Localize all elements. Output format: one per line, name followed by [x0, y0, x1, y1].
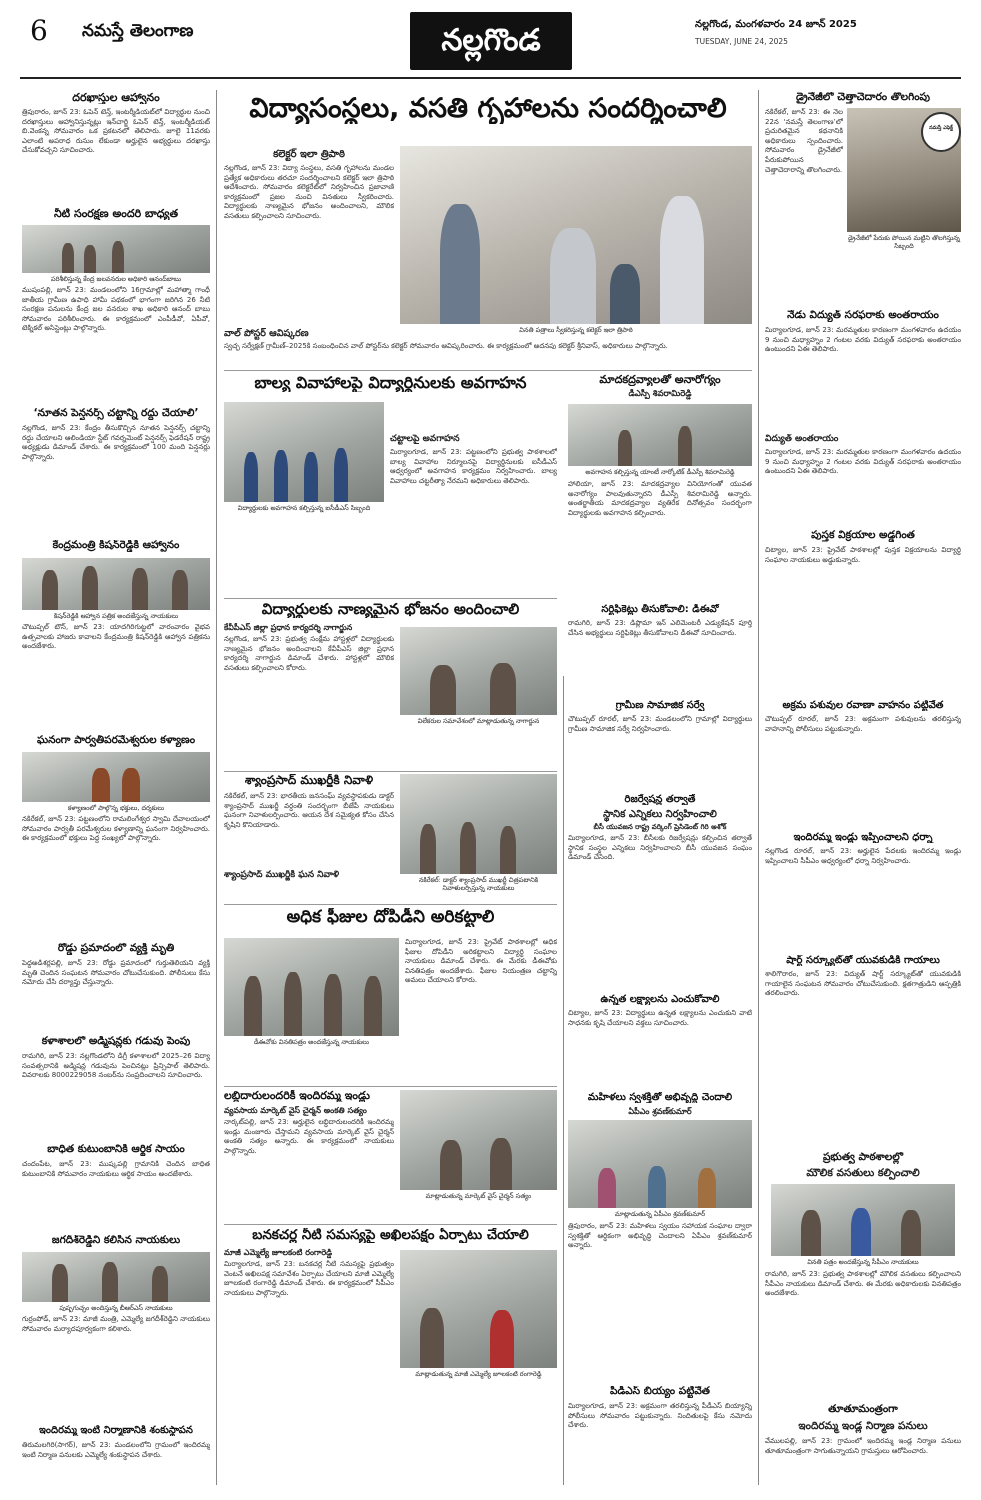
headline-high-fees: అధిక ఫీజుల దోపిడీని అరికట్టాలి [286, 908, 495, 927]
headline-pensioners: ‘నూతన పెన్షనర్స్ చట్టాన్ని రద్దు చేయాలి’ [33, 408, 199, 419]
lead-body: నల్లగొండ, జూన్ 23: విద్యా సంస్థలు, వసతి గృహాలను మండల ప్రత్యేక అధికారులు తరచూ సందర్శించాలని కలెక్టర్ ఇలా త్రిపాఠి ఆదేశించారు. సోమవారం కలెక్టరేట్‌లో నిర్వహించిన ప్రజావాణి కార్యక్రమంలో ప్రజల నుంచి వినతులు స్వీకరించారు. విద్యార్థులకు నాణ్యమైన భోజనం అందించాలని, మౌలిక వసతులు కల్పించాలని సూచించారు. [224, 164, 394, 220]
article-kishan-reddy: చౌటుప్పల్ టౌన్, జూన్ 23: యాదగిరిగుట్టలో వారంవారం వైభవ ఉత్సవాలకు హాజరు కావాలని కేంద్రమంత్రి కిషన్‌రెడ్డికి ఆహ్వాన పత్రికను అందజేశారు. [22, 623, 210, 651]
headline-certificates: సర్టిఫికెట్లు తీసుకోవాలి: డీఈవో [601, 604, 719, 615]
headline-drainage: డ్రైనేజీలో చెత్తాచెదారం తొలగింపు [795, 92, 931, 103]
headline-power-cut: నేడు విద్యుత్ సరఫరాకు అంతరాయం [787, 310, 939, 321]
divider-m4 [224, 1086, 557, 1087]
headline-housing-works: తూతూమంత్రంగా [828, 1404, 898, 1415]
body-power-cut-2: మిర్యాలగూడ, జూన్ 23: మరమ్మతుల కారణంగా మంగళవారం ఉదయం 9 నుంచి మధ్యాహ్నం 2 గంటల వరకు విద్యుత్ సరఫరాకు అంతరాయం ఉంటుందని ఏఈ తెలిపారు. [765, 448, 961, 476]
left-column [22, 92, 210, 1490]
article-jagadish-reddy: గుర్రంపోడ్, జూన్ 23: మాజీ మంత్రి, ఎమ్మెల్యే జగదీశ్‌రెడ్డిని నాయకులు సోమవారం మర్యాదపూర్వకంగా కలిశారు. [22, 1315, 210, 1333]
article-water-conservation: ముషంపల్లి, జూన్ 23: మండలంలోని 16గ్రామాల్లో మహాత్మా గాంధీ జాతీయ గ్రామీణ ఉపాధి హామీ పథకంలో భాగంగా జరిగిన 26 నీటి సంరక్షణ పనులను కేంద్ర జల వనరుల శాఖ అధికారి ఆనంద్ బాబు సోమవారం పరిశీలించారు. ఈ కార్యక్రమంలో ఎంపీడీవో, ఏపీవో, టెక్నికల్ అసిస్టెంట్లు పాల్గొన్నారు. [22, 286, 210, 333]
subhead-housing-works: ఇందిరమ్మ ఇండ్ల నిర్మాణ పనులు [798, 1420, 928, 1432]
badge-namaste-effect [921, 112, 961, 152]
photo-indiramma-houses [400, 1090, 557, 1190]
article-child-marriage [224, 374, 557, 596]
caption-women-self-help: మాట్లాడుతున్న ఏపీఎం శ్రవణ్‌కుమార్ [614, 1210, 706, 1218]
subhead-mookerjee: శ్యాంప్రసాద్ ముఖర్జీకి ఘన నివాళి [224, 870, 340, 880]
subhead-govt-schools: మౌలిక వసతులు కల్పించాలి [806, 1167, 920, 1179]
photo-water-conservation [22, 225, 210, 273]
photo-high-fees [224, 938, 399, 1036]
divider-m3 [224, 904, 557, 905]
headline-pds-rice: పీడీఎస్ బియ్యం పట్టివేత [610, 1386, 710, 1397]
caption-water-conservation: పరిశీలిస్తున్న కేంద్ర జలవనరుల అధికారి ఆనంద్‌బాబు [51, 275, 181, 283]
lead-subhead: వాల్ పోస్టర్ ఆవిష్కరణ [224, 328, 309, 339]
photo-mookerjee [400, 774, 557, 874]
lead-story [224, 92, 752, 368]
body-child-marriage: మిర్యాలగూడ, జూన్ 23: పట్టణంలోని ప్రభుత్వ పాఠశాలలో బాల్య వివాహాల నిర్మూలనపై విద్యార్థినులకు ఐసీడీఎస్ ఆధ్వర్యంలో అవగాహన కార్యక్రమం నిర్వహించారు. బాల్య వివాహాలు చట్టరీత్యా నేరమని అధికారులు తెలిపారు. [390, 448, 557, 485]
center-right-column [568, 374, 752, 1490]
headline-women-self-help: మహిళలు స్వశక్తితో అభివృద్ధి చెందాలి [587, 1092, 733, 1103]
body-high-fees: మిర్యాలగూడ, జూన్ 23: ప్రైవేట్ పాఠశాలల్లో అధిక ఫీజుల దోపిడీని అరికట్టాలని విద్యార్థి సంఘాల నాయకులు డిమాండ్ చేశారు. ఈ మేరకు డీఈవోకు వినతిపత్రం అందజేశారు. ఫీజుల నియంత్రణ చట్టాన్ని అమలు చేయాలని కోరారు. [405, 938, 557, 985]
caption-kishan-reddy: కిషన్‌రెడ్డికి ఆహ్వాన పత్రిక అందజేస్తున్న నాయకులు [53, 612, 179, 620]
body-reservations: మిర్యాలగూడ, జూన్ 23: బీసీలకు రిజర్వేషన్లు కల్పించిన తర్వాతే స్థానిక సంస్థల ఎన్నికలు నిర్వహించాలని బీసీ యువజన సంఘం డిమాండ్ చేసింది. [568, 834, 752, 862]
headline-applications: దరఖాస్తుల ఆహ్వానం [72, 92, 160, 104]
headline-reservations: రిజర్వేషన్ల తర్వాతే [624, 794, 696, 805]
right-column [765, 92, 961, 1490]
lead-photo [400, 146, 752, 324]
body-drainage: నకిరేకల్, జూన్ 23: ఈ నెల 22న ‘నమస్తే తెలంగాణ’లో ప్రచురితమైన కథనానికి అధికారులు స్పందించారు. సోమవారం డ్రైనేజీలో పేరుకుపోయిన చెత్తాచెదారాన్ని తొలగించారు. [765, 108, 843, 174]
headline-book-sales: పుస్తక విక్రయాల అడ్డగింత [811, 530, 915, 541]
headline-high-goals: ఉన్నత లక్ష్యాలను ఎంచుకోవాలి [600, 994, 720, 1005]
byline-quality-food: కేవీపీఎస్ జిల్లా ప్రధాన కార్యదర్శి నాగార్జున [224, 623, 353, 632]
photo-jagadish-reddy [22, 1252, 210, 1302]
article-applications: త్రిపురారం, జూన్ 23: ఓపెన్ టెన్త్, ఇంటర్మీడియట్‌లో విద్యార్థుల నుంచి దరఖాస్తులు ఆహ్వానిస్తున్నట్లు ఇన్‌చార్జి ఓపెన్ టెన్త్, ఇంటర్మీడియట్ బి.వెంకన్న సోమవారం ఒక ప్రకటనలో తెలిపారు. జూలై 11వరకు ఎలాంటి అపరాధ రుసుం లేకుండా అర్హులైన అభ్యర్థులు దరఖాస్తు చేసుకోవచ్చని సూచించారు. [22, 108, 210, 155]
article-kalyanam: నకిరేకల్, జూన్ 23: పట్టణంలోని రామలింగేశ్వర స్వామి దేవాలయంలో సోమవారం పార్వతీ పరమేశ్వరుల కళ్యాణాన్ని ఘనంగా నిర్వహించారు. ఈ కార్యక్రమంలో భక్తులు పెద్ద సంఖ్యలో పాల్గొన్నారు. [22, 815, 210, 843]
byline-indiramma-houses: వ్యవసాయ మార్కెట్ వైస్ చైర్మన్ అంకతి సత్యం [224, 1106, 367, 1115]
headline-social-survey: గ్రామీణ సామాజిక సర్వే [615, 700, 705, 711]
article-mookerjee [224, 774, 557, 900]
body-pds-rice: మిర్యాలగూడ, జూన్ 23: అక్రమంగా తరలిస్తున్న పీడీఎస్ బియ్యాన్ని పోలీసులు సోమవారం పట్టుకున్నారు. నిందితులపై కేసు నమోదు చేశారు. [568, 1402, 752, 1430]
photo-women-self-help [568, 1120, 752, 1208]
article-banakacharla [224, 1228, 557, 1490]
lead-subbody: స్వచ్ఛ సర్వేక్షణ్ గ్రామీణ్–2025కి సంబంధించిన వాల్ పోస్టర్‌ను కలెక్టర్ సోమవారం ఆవిష్కరించారు. ఈ కార్యక్రమంలో అదనపు కలెక్టర్ శ్రీనివాస్, అధికారులు పాల్గొన్నారు. [224, 342, 668, 350]
headline-short-circuit: షార్ట్ సర్క్యూట్‌తో యువకుడికి గాయాలు [786, 955, 940, 966]
divider-m1 [224, 598, 557, 599]
column-rule-left [216, 90, 217, 1485]
headline-indiramma-dharna: ఇందిరమ్మ ఇండ్లు ఇప్పించాలని ధర్నా [793, 832, 933, 843]
lead-byline: కలెక్టర్ ఇలా త్రిపాఠి [273, 149, 345, 160]
headline-indiramma-houses: లబ్ధిదారులందరికీ ఇందిరమ్మ ఇండ్లు [224, 1090, 370, 1102]
caption-kalyanam: కళ్యాణంలో పాల్గొన్న భక్తులు, దర్శకులు [67, 804, 165, 812]
body-drugs: హాలియా, జూన్ 23: మాదకద్రవ్యాల వినియోగంతో యువత అనారోగ్యం పాలవుతున్నారని డీఎస్పీ శివరామిరెడ్డి అన్నారు. అంతర్జాతీయ మాదకద్రవ్యాల వ్యతిరేక దినోత్సవం సందర్భంగా విద్యార్థులకు అవగాహన కల్పించారు. [568, 480, 752, 517]
photo-child-marriage [224, 402, 384, 502]
article-financial-aid: చందంపేట, జూన్ 23: ముష్కపల్లి గ్రామానికి చెందిన బాధిత కుటుంబానికి సోమవారం నాయకులు ఆర్థిక సాయం అందజేశారు. [22, 1160, 210, 1178]
subhead-power-cut: విద్యుత్ అంతరాయం [765, 434, 839, 444]
caption-indiramma-houses: మాట్లాడుతున్న మార్కెట్ వైస్ చైర్మన్ సత్యం [425, 1192, 532, 1200]
headline-quality-food: విద్యార్థులకు నాణ్యమైన భోజనం అందించాలి [261, 601, 520, 618]
headline-water-conservation: నీటి సంరక్షణ అందరి బాధ్యత [53, 208, 179, 220]
headline-admissions: కళాశాలలో అడ్మిషన్లకు గడువు పెంపు [41, 1036, 191, 1047]
column-rule-right [758, 90, 759, 1485]
body-indiramma-dharna: నల్లగొండ రూరల్, జూన్ 23: అర్హులైన పేదలకు ఇందిరమ్మ ఇండ్లు ఇప్పించాలని సీపీఎం ఆధ్వర్యంలో ధర్నా నిర్వహించారు. [765, 847, 961, 865]
headline-financial-aid: బాధిత కుటుంబానికి ఆర్థిక సాయం [47, 1144, 185, 1155]
headline-cattle-vehicle: అక్రమ పశువుల రవాణా వాహనం పట్టివేత [782, 700, 944, 711]
caption-high-fees: డీఈవోకు వినతిపత్రం అందజేస్తున్న నాయకులు [253, 1038, 370, 1046]
article-indiramma-foundation: తిరుమలగిరి(సాగర్), జూన్ 23: మండలంలోని గ్రామంలో ఇందిరమ్మ ఇంటి నిర్మాణ పనులకు ఎమ్మెల్యే శంకుస్థాపన చేశారు. [22, 1441, 210, 1459]
article-high-fees [224, 908, 557, 1084]
caption-drugs: అవగాహన కల్పిస్తున్న యాంటీ నార్కోటిక్ డీఎస్పీ శివరామిరెడ్డి [585, 468, 735, 476]
page-number: 6 [30, 14, 48, 47]
headline-drugs: మాదకద్రవ్యాలతో అనారోగ్యం [599, 374, 721, 386]
photo-kishan-reddy [22, 558, 210, 610]
headline-road-accident: రోడ్డు ప్రమాదంలో వ్యక్తి మృతి [57, 943, 175, 954]
body-cattle-vehicle: చౌటుప్పల్ రూరల్, జూన్ 23: అక్రమంగా పశువులను తరలిస్తున్న వాహనాన్ని పోలీసులు పట్టుకున్నారు. [765, 715, 961, 733]
body-mookerjee: నకిరేకల్, జూన్ 23: భారతీయ జనసంఘ్ వ్యవస్థాపకుడు డాక్టర్ శ్యాంప్రసాద్ ముఖర్జీ వర్ధంతి సందర్భంగా బీజేపీ నాయకులు ఘనంగా నివాళులర్పించారు. ఆయన దేశ సమైక్యత కోసం చేసిన కృషిని కొనియాడారు. [224, 792, 394, 829]
byline-drugs: డీఎస్పీ శివరామిరెడ్డి [628, 389, 692, 399]
headline-child-marriage: బాల్య వివాహాలపై విద్యార్థినులకు అవగాహన [254, 374, 527, 392]
body-certificates: రామగిరి, జూన్ 23: డిప్లొమా ఇన్ ఎలిమెంటరీ ఎడ్యుకేషన్ పూర్తి చేసిన అభ్యర్థులు సర్టిఫికెట్లు తీసుకోవాలని డీఈవో సూచించారు. [568, 619, 752, 637]
body-high-goals: చిట్యాల, జూన్ 23: విద్యార్థులు ఉన్నత లక్ష్యాలను ఎంచుకుని వాటి సాధనకు కృషి చేయాలని వక్తలు సూచించారు. [568, 1009, 752, 1027]
body-power-cut-1: మిర్యాలగూడ, జూన్ 23: మరమ్మతుల కారణంగా మంగళవారం ఉదయం 9 నుంచి మధ్యాహ్నం 2 గంటల వరకు విద్యుత్ సరఫరాకు అంతరాయం ఉంటుందని ఏఈ తెలిపారు. [765, 326, 961, 354]
date-telugu: నల్లగొండ, మంగళవారం 24 జూన్ 2025 [695, 19, 857, 30]
photo-quality-food [400, 627, 557, 715]
article-admissions: రామగిరి, జూన్ 23: నల్లగొండలోని డిగ్రీ కళాశాలలో 2025–26 విద్యా సంవత్సరానికి అడ్మిషన్ల గడువును పెంచినట్లు ప్రిన్సిపాల్ తెలిపారు. వివరాలకు 8000229058 నంబర్‌ను సంప్రదించాలని సూచించారు. [22, 1052, 210, 1080]
lead-caption: వినతి పత్రాలు స్వీకరిస్తున్న కలెక్టర్ ఇలా త్రిపాఠి [519, 326, 633, 334]
headline-mookerjee: శ్యాంప్రసాద్ ముఖర్జీకి నివాళి [244, 774, 374, 787]
headline-kalyanam: ఘనంగా పార్వతీపరమేశ్వరుల కళ్యాణం [36, 735, 196, 746]
caption-jagadish-reddy: పుష్పగుచ్ఛం అందిస్తున్న బీఆర్‌ఎస్ నాయకులు [59, 1304, 173, 1312]
subhead-reservations: స్థానిక ఎన్నికలు నిర్వహించాలి [603, 809, 717, 820]
masthead [0, 0, 981, 86]
article-indiramma-houses [224, 1090, 557, 1222]
masthead-divider [20, 77, 961, 79]
body-social-survey: చౌటుప్పల్ రూరల్, జూన్ 23: మండలంలోని గ్రామాల్లో విద్యార్థులు గ్రామీణ సామాజిక సర్వే నిర్వహించారు. [568, 715, 752, 733]
caption-quality-food: విలేకరుల సమావేశంలో మాట్లాడుతున్న నాగార్జున [417, 717, 540, 725]
lead-divider [224, 370, 752, 371]
date-english: TUESDAY, JUNE 24, 2025 [695, 37, 788, 46]
byline-banakacharla: మాజీ ఎమ్మెల్యే జూలకంటి రంగారెడ్డి [224, 1248, 333, 1257]
column-rule-center [563, 676, 564, 1485]
body-short-circuit: శాలిగౌరారం, జూన్ 23: విద్యుత్ షార్ట్ సర్క్యూట్‌తో యువకుడికి గాయాలైన సంఘటన సోమవారం చోటుచేసుకుంది. క్షతగాత్రుడిని ఆస్పత్రికి తరలించారు. [765, 970, 961, 998]
body-quality-food: నల్లగొండ, జూన్ 23: ప్రభుత్వ సంక్షేమ హాస్టళ్లలో విద్యార్థులకు నాణ్యమైన భోజనం అందించాలని కేవీపీఎస్ జిల్లా ప్రధాన కార్యదర్శి నాగార్జున డిమాండ్ చేశారు. హాస్టళ్లలో మౌలిక వసతులు కల్పించాలని కోరారు. [224, 635, 394, 672]
byline-women-self-help: ఏపీఎం శ్రవణ్‌కుమార్ [628, 1107, 692, 1116]
headline-kishan-reddy: కేంద్రమంత్రి కిషన్‌రెడ్డికి ఆహ్వానం [52, 540, 180, 551]
headline-govt-schools: ప్రభుత్వ పాఠశాలల్లో [822, 1152, 904, 1163]
article-pensioners: నల్లగొండ, జూన్ 23: కేంద్రం తీసుకొచ్చిన నూతన పెన్షనర్స్ చట్టాన్ని రద్దు చేయాలని ఆలిండియా స్టేట్ గవర్నమెంట్ పెన్షనర్స్ ఫెడరేషన్ రాష్ట్ర అధ్యక్షుడు డిమాండ్ చేశారు. ఈ కార్యక్రమంలో 100 మంది పెన్షనర్లు పాల్గొన్నారు. [22, 424, 210, 461]
caption-govt-schools: వినతి పత్రం అందజేస్తున్న సీపీఎం నాయకులు [807, 1258, 919, 1266]
photo-banakacharla [400, 1250, 557, 1368]
body-book-sales: చిట్యాల, జూన్ 23: ప్రైవేట్ పాఠశాలల్లో పుస్తక విక్రయాలను విద్యార్థి సంఘాల నాయకులు అడ్డుకున్నారు. [765, 546, 961, 564]
caption-mookerjee: నకిరేకల్: డాక్టర్ శ్యాంప్రసాద్ ముఖర్జీ చిత్రపటానికి నివాళులర్పిస్తున్న నాయకులు [418, 876, 539, 892]
divider-m5 [224, 1224, 557, 1225]
subhead-child-marriage: చట్టాలపై అవగాహన [390, 434, 460, 444]
photo-govt-schools [771, 1184, 955, 1256]
photo-kalyanam [22, 752, 210, 802]
caption-child-marriage: విద్యార్థులకు అవగాహన కల్పిస్తున్న ఐసీడీఎస్ సిబ్బంది [237, 504, 371, 512]
lead-headline: విద్యాసంస్థలు, వసతి గృహాలను సందర్శించాలి [249, 94, 727, 124]
byline-reservations: బీసీ యువజన రాష్ట్ర వర్కింగ్ ప్రెసిడెంట్ గిరి అశోక్ [593, 823, 727, 831]
badge-namaste-effect-label: నమస్తే ఎఫెక్ట్ [929, 125, 953, 131]
caption-banakacharla: మాట్లాడుతున్న మాజీ ఎమ్మెల్యే జూలకంటి రంగారెడ్డి [415, 1370, 542, 1378]
edition-title-box [410, 12, 572, 70]
article-quality-food [224, 601, 557, 769]
divider-m2 [224, 771, 557, 772]
body-govt-schools: రామగిరి, జూన్ 23: ప్రభుత్వ పాఠశాలల్లో మౌలిక వసతులు కల్పించాలని సీపీఎం నాయకులు డిమాండ్ చేశారు. ఈ మేరకు అధికారులకు వినతిపత్రం అందజేశారు. [765, 1270, 961, 1298]
caption-drainage: డ్రైనేజీలో పేరుకు పోయిన మట్టిని తొలగిస్తున్న సిబ్బంది [848, 234, 960, 250]
paper-name: నమస్తే తెలంగాణ [82, 21, 194, 41]
body-banakacharla: మిర్యాలగూడ, జూన్ 23: బనకచర్ల నీటి సమస్యపై ప్రభుత్వం వెంటనే అఖిలపక్ష సమావేశం ఏర్పాటు చేయాలని మాజీ ఎమ్మెల్యే జూలకంటి రంగారెడ్డి డిమాండ్ చేశారు. ఈ కార్యక్రమంలో సీపీఎం నాయకులు పాల్గొన్నారు. [224, 1260, 394, 1297]
edition-title: నల్లగొండ [441, 23, 541, 58]
headline-indiramma-foundation: ఇందిరమ్మ ఇంటి నిర్మాణానికి శంకుస్థాపన [39, 1425, 193, 1436]
photo-drugs [568, 404, 752, 466]
body-women-self-help: త్రిపురారం, జూన్ 23: మహిళలు స్వయం సహాయక సంఘాల ద్వారా స్వశక్తితో ఆర్థికంగా అభివృద్ధి చెందాలని ఏపీఎం శ్రవణ్‌కుమార్ అన్నారు. [568, 1222, 752, 1250]
body-indiramma-houses: నార్కట్‌పల్లి, జూన్ 23: అర్హులైన లబ్ధిదారులందరికీ ఇందిరమ్మ ఇండ్లు మంజూరు చేస్తామని వ్యవసాయ మార్కెట్ వైస్ చైర్మన్ అంకతి సత్యం అన్నారు. ఈ కార్యక్రమంలో నాయకులు పాల్గొన్నారు. [224, 1118, 394, 1155]
body-housing-works: వేములపల్లి, జూన్ 23: గ్రామంలో ఇందిరమ్మ ఇండ్ల నిర్మాణ పనులు తూతూమంత్రంగా సాగుతున్నాయని గ్రామస్తులు ఆరోపించారు. [765, 1437, 961, 1455]
headline-jagadish-reddy: జగదీశ్‌రెడ్డిని కలిసిన నాయకులు [51, 1235, 181, 1246]
headline-banakacharla: బనకచర్ల నీటి సమస్యపై అఖిలపక్షం ఏర్పాటు చేయాలి [252, 1228, 529, 1243]
article-road-accident: పెద్దఅడిశర్లపల్లి, జూన్ 23: రోడ్డు ప్రమాదంలో గుర్తుతెలియని వ్యక్తి మృతి చెందిన సంఘటన సోమవారం చోటుచేసుకుంది. పోలీసులు కేసు నమోదు చేసి దర్యాప్తు చేస్తున్నారు. [22, 959, 210, 987]
